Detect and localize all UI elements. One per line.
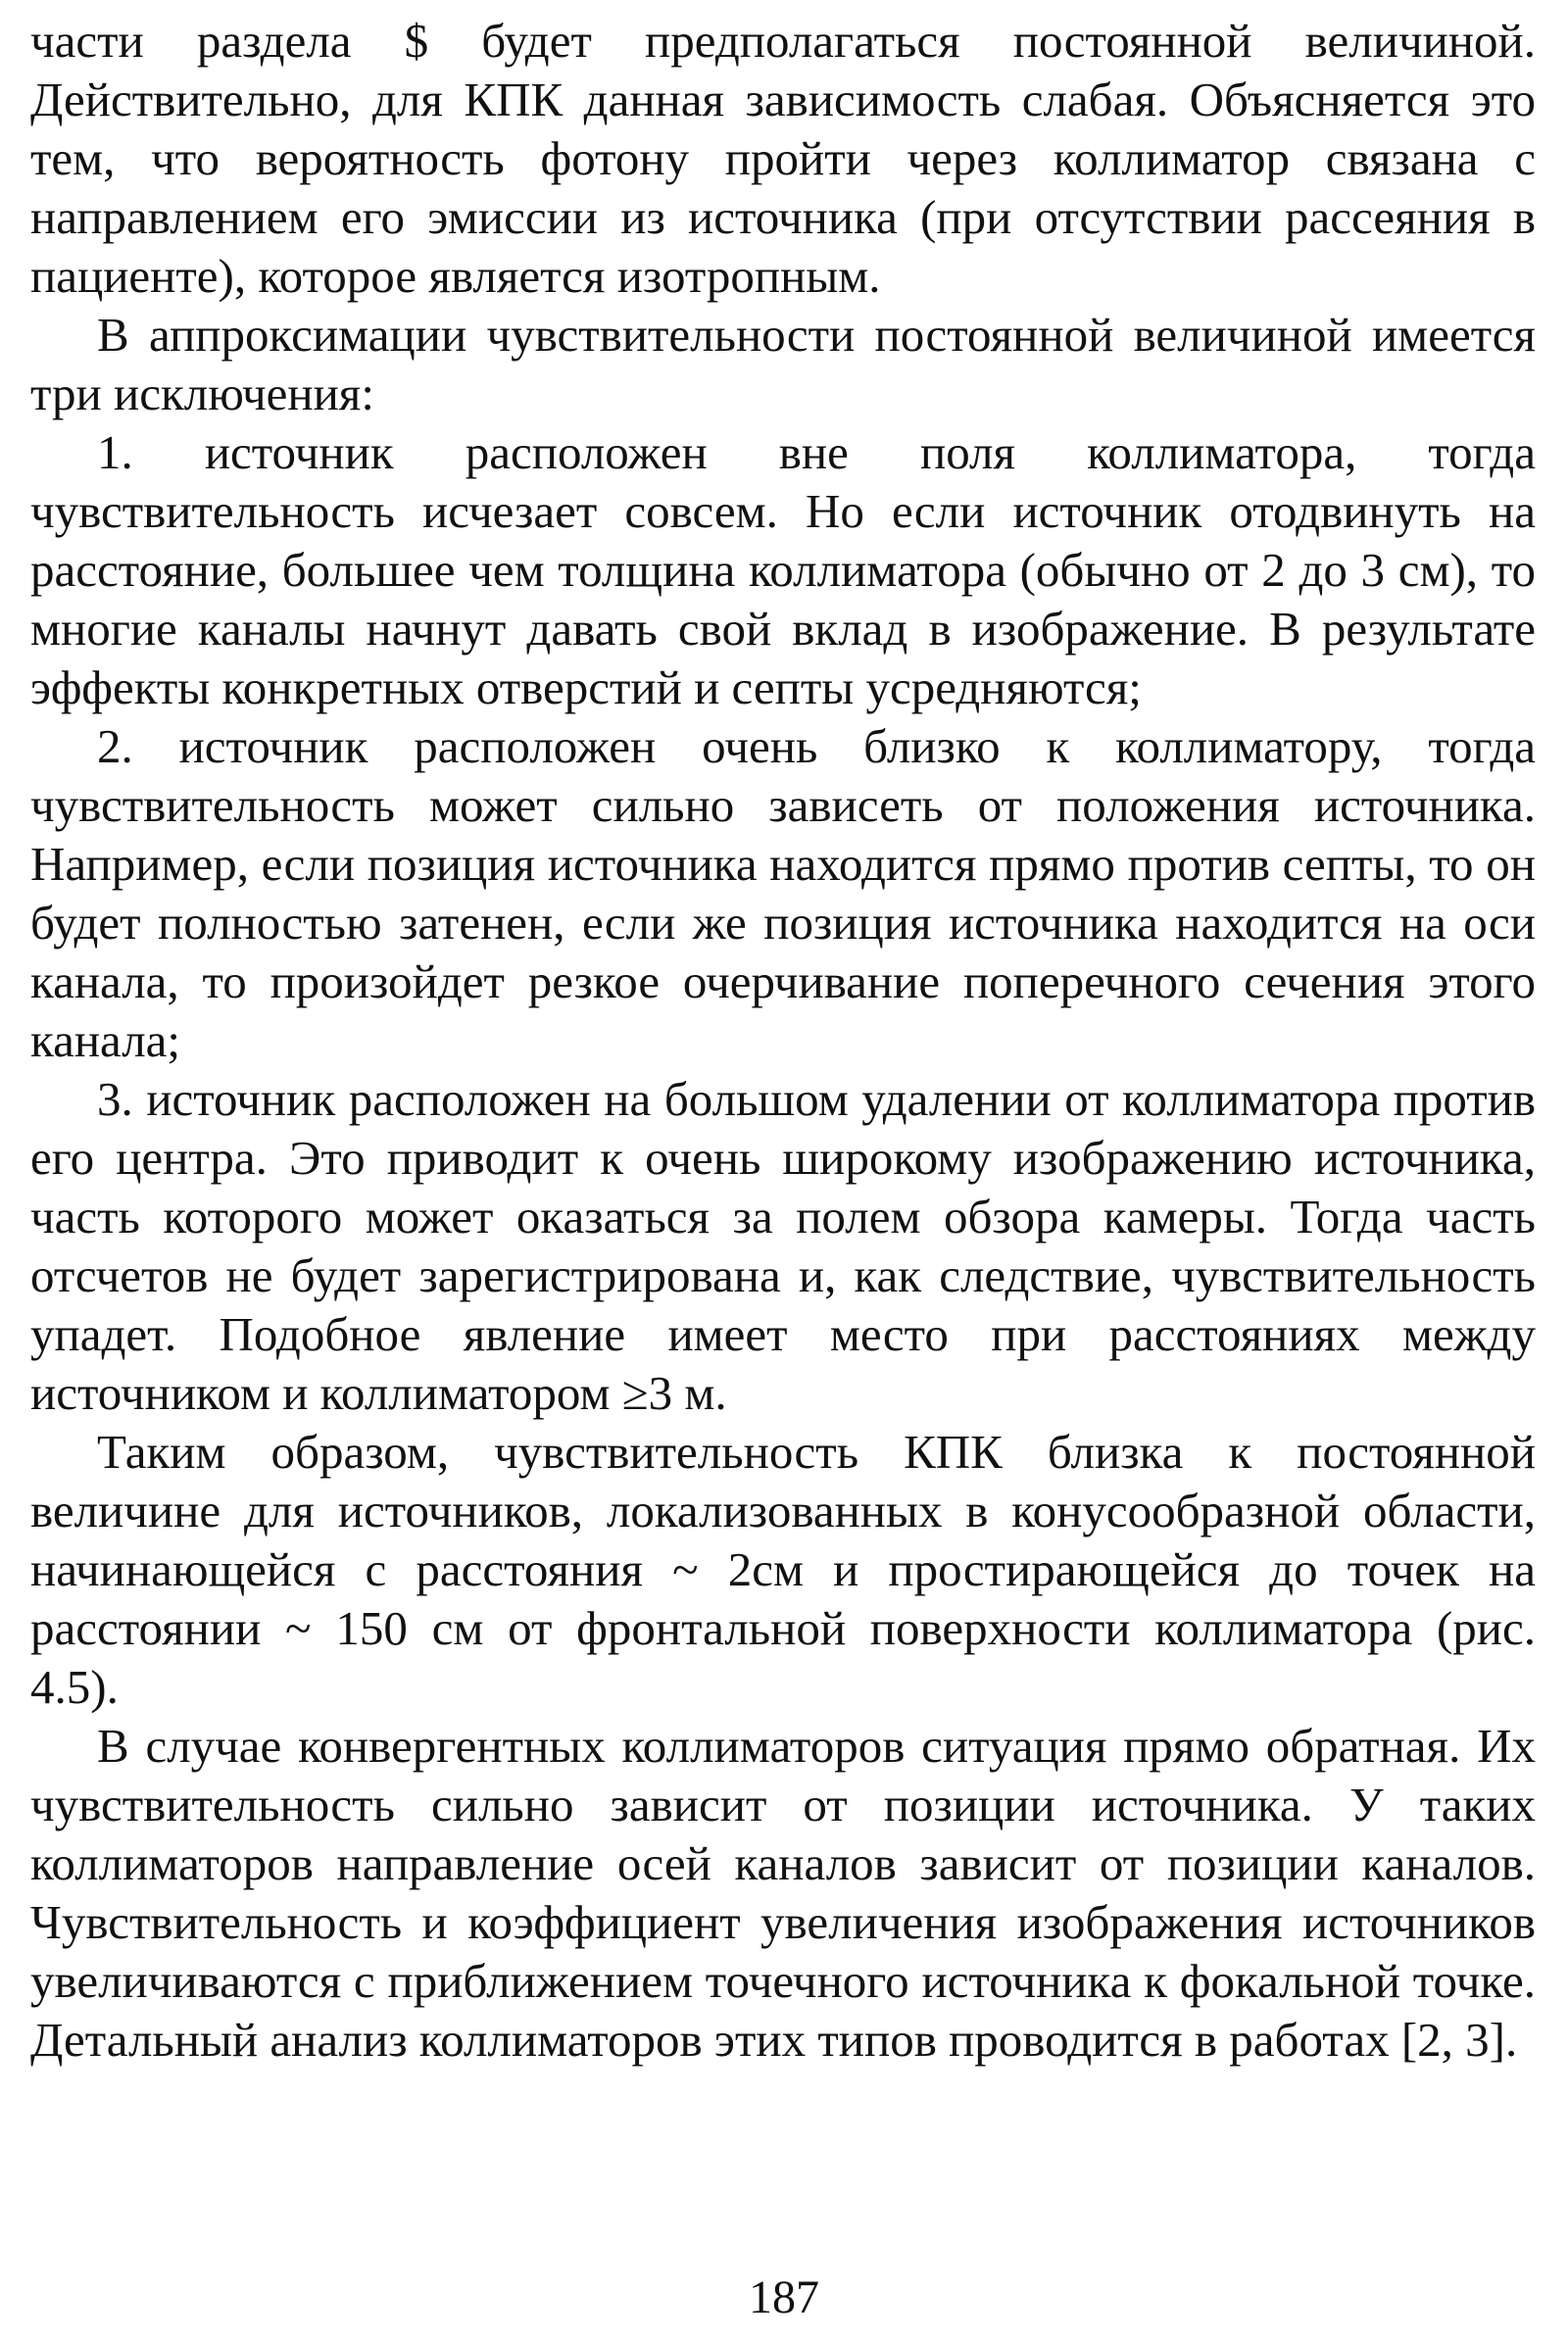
- page-number: 187: [749, 2271, 819, 2323]
- paragraph-continuation: части раздела $ будет предполагаться постоянной величиной. Действительно, для КПК данная зависимость слабая. Объясняется это тем, что вероятность фотону пройти через коллиматор связана с направлением его эмиссии из источника (при отсутствии рассеяния в пациенте), которое является изотропным.: [30, 14, 1536, 303]
- paragraph-conclusion: Таким образом, чувствительность КПК близка к постоянной величине для источников, локализованных в конусообразной области, начинающейся с расстояния ~ 2см и простирающейся до точек на расстоянии ~ 150 см от фронтальной поверхности коллиматора (рис. 4.5).: [30, 1425, 1536, 1714]
- paragraph-exceptions-intro: В аппроксимации чувствительности постоянной величиной имеется три исключения:: [30, 308, 1536, 420]
- page-body: [30, 12, 1536, 2070]
- list-item-2: 2. источник расположен очень близко к коллиматору, тогда чувствительность может сильно зависеть от положения источника. Например, если позиция источника находится прямо против септы, то он будет полностью затенен, если же позиция источника находится на оси канала, то произойдет резкое очерчивание поперечного сечения этого канала;: [30, 719, 1536, 1067]
- paragraph-convergent-collimators: В случае конвергентных коллиматоров ситуация прямо обратная. Их чувствительность сильно зависит от позиции источника. У таких коллиматоров направление осей каналов зависит от позиции каналов. Чувствительность и коэффициент увеличения изображения источников увеличиваются с приближением точечного источника к фокальной точке. Детальный анализ коллиматоров этих типов проводится в работах [2, 3].: [30, 1719, 1536, 2067]
- list-item-1: 1. источник расположен вне поля коллиматора, тогда чувствительность исчезает совсем. Но если источник отодвинуть на расстояние, большее чем толщина коллиматора (обычно от 2 до 3 см), то многие каналы начнут давать свой вклад в изображение. В результате эффекты конкретных отверстий и септы усредняются;: [30, 425, 1536, 714]
- list-item-3: 3. источник расположен на большом удалении от коллиматора против его центра. Это приводит к очень широкому изображению источника, часть которого может оказаться за полем обзора камеры. Тогда часть отсчетов не будет зарегистрирована и, как следствие, чувствительность упадет. Подобное явление имеет место при расстояниях между источником и коллиматором ≥3 м.: [30, 1072, 1536, 1420]
